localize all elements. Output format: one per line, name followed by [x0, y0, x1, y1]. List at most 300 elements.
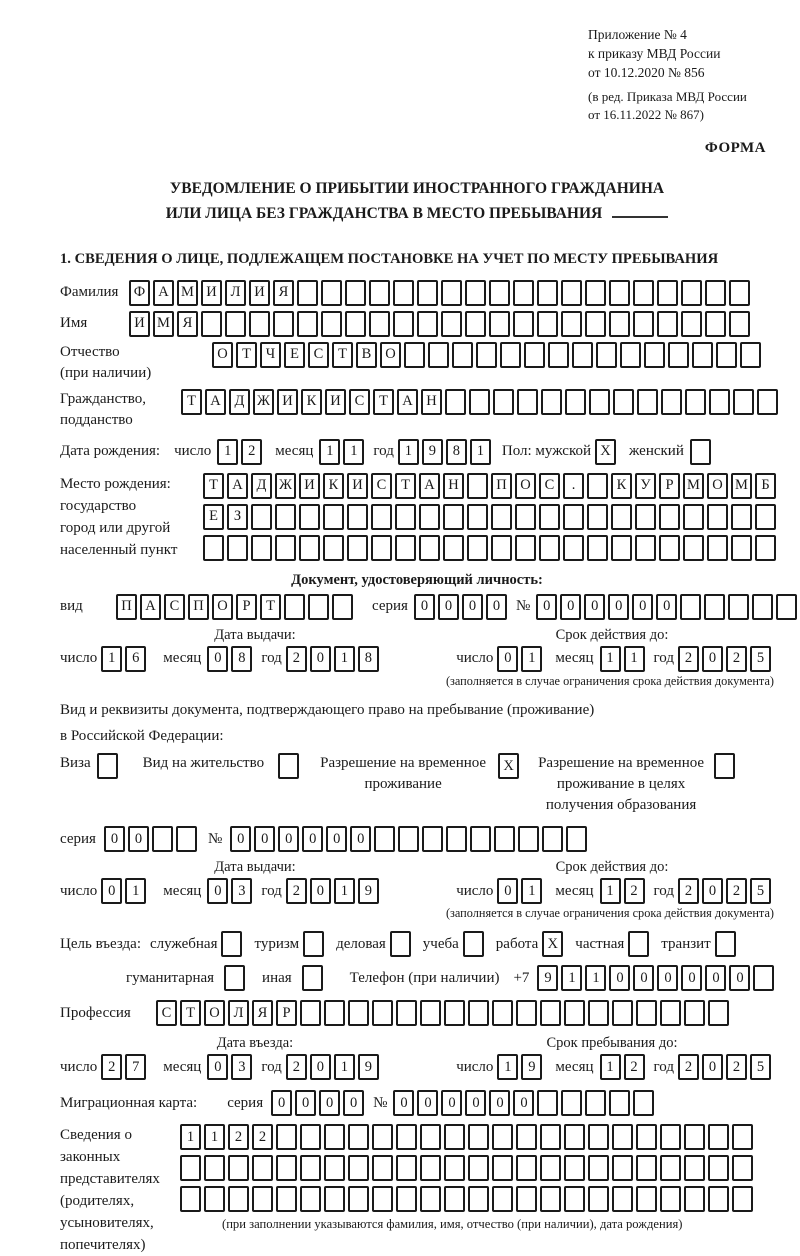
char-cell[interactable] — [493, 389, 514, 415]
char-cell[interactable] — [468, 1000, 489, 1026]
char-cell[interactable] — [661, 389, 682, 415]
char-cell[interactable]: О — [204, 1000, 225, 1026]
char-cell[interactable] — [609, 280, 630, 306]
char-cell[interactable]: X — [595, 439, 616, 465]
char-cell[interactable] — [372, 1124, 393, 1150]
char-cell[interactable] — [588, 1155, 609, 1181]
birthplace-row1-boxes[interactable] — [203, 473, 779, 499]
char-cell[interactable] — [420, 1186, 441, 1212]
char-cell[interactable]: П — [116, 594, 137, 620]
char-cell[interactable]: М — [731, 473, 752, 499]
char-cell[interactable]: 9 — [537, 965, 558, 991]
char-cell[interactable]: 3 — [231, 1054, 252, 1080]
char-cell[interactable] — [589, 389, 610, 415]
char-cell[interactable] — [228, 1186, 249, 1212]
char-cell[interactable] — [419, 504, 440, 530]
char-cell[interactable] — [308, 594, 329, 620]
char-cell[interactable]: М — [153, 311, 174, 337]
char-cell[interactable] — [516, 1186, 537, 1212]
char-cell[interactable] — [541, 389, 562, 415]
char-cell[interactable]: З — [227, 504, 248, 530]
char-cell[interactable] — [491, 535, 512, 561]
char-cell[interactable]: 0 — [702, 1054, 723, 1080]
char-cell[interactable] — [321, 280, 342, 306]
purpose-private-checkbox[interactable] — [628, 931, 652, 957]
char-cell[interactable]: 1 — [180, 1124, 201, 1150]
char-cell[interactable] — [588, 1124, 609, 1150]
char-cell[interactable]: Д — [229, 389, 250, 415]
residence-permit-checkbox[interactable] — [278, 753, 302, 779]
char-cell[interactable] — [732, 1155, 753, 1181]
page-number-blank[interactable] — [612, 202, 668, 218]
char-cell[interactable]: 0 — [497, 646, 518, 672]
char-cell[interactable] — [636, 1000, 657, 1026]
char-cell[interactable] — [731, 504, 752, 530]
char-cell[interactable] — [705, 280, 726, 306]
char-cell[interactable] — [417, 311, 438, 337]
char-cell[interactable] — [753, 965, 774, 991]
char-cell[interactable]: 9 — [422, 439, 443, 465]
char-cell[interactable]: 2 — [286, 646, 307, 672]
char-cell[interactable]: С — [156, 1000, 177, 1026]
char-cell[interactable] — [565, 389, 586, 415]
id-series-boxes[interactable] — [414, 594, 510, 620]
char-cell[interactable] — [324, 1124, 345, 1150]
char-cell[interactable] — [465, 311, 486, 337]
char-cell[interactable]: 0 — [441, 1090, 462, 1116]
char-cell[interactable] — [660, 1124, 681, 1150]
char-cell[interactable] — [393, 280, 414, 306]
char-cell[interactable] — [467, 473, 488, 499]
char-cell[interactable] — [345, 311, 366, 337]
char-cell[interactable]: П — [491, 473, 512, 499]
char-cell[interactable]: О — [380, 342, 401, 368]
char-cell[interactable] — [596, 342, 617, 368]
char-cell[interactable]: 1 — [600, 646, 621, 672]
id-issue-month[interactable] — [207, 646, 255, 672]
char-cell[interactable] — [278, 753, 299, 779]
char-cell[interactable]: Ж — [253, 389, 274, 415]
char-cell[interactable] — [369, 311, 390, 337]
char-cell[interactable] — [273, 311, 294, 337]
char-cell[interactable] — [633, 311, 654, 337]
patronymic-boxes[interactable] — [212, 342, 764, 368]
char-cell[interactable] — [443, 504, 464, 530]
char-cell[interactable]: 8 — [231, 646, 252, 672]
stay-year[interactable] — [678, 1054, 774, 1080]
char-cell[interactable]: Е — [284, 342, 305, 368]
id-expiry-day[interactable] — [497, 646, 545, 672]
char-cell[interactable] — [729, 311, 750, 337]
char-cell[interactable] — [249, 311, 270, 337]
char-cell[interactable] — [324, 1186, 345, 1212]
char-cell[interactable] — [467, 504, 488, 530]
char-cell[interactable] — [275, 504, 296, 530]
char-cell[interactable] — [390, 931, 411, 957]
char-cell[interactable] — [228, 1155, 249, 1181]
char-cell[interactable]: 2 — [286, 878, 307, 904]
char-cell[interactable]: У — [635, 473, 656, 499]
char-cell[interactable]: 0 — [497, 878, 518, 904]
char-cell[interactable] — [492, 1186, 513, 1212]
char-cell[interactable]: 2 — [726, 1054, 747, 1080]
char-cell[interactable]: 0 — [310, 1054, 331, 1080]
char-cell[interactable]: 0 — [254, 826, 275, 852]
char-cell[interactable] — [491, 504, 512, 530]
char-cell[interactable] — [468, 1124, 489, 1150]
char-cell[interactable]: 0 — [326, 826, 347, 852]
char-cell[interactable] — [757, 389, 778, 415]
char-cell[interactable]: 0 — [656, 594, 677, 620]
char-cell[interactable]: Т — [260, 594, 281, 620]
char-cell[interactable] — [345, 280, 366, 306]
char-cell[interactable]: 1 — [624, 646, 645, 672]
char-cell[interactable]: М — [177, 280, 198, 306]
char-cell[interactable] — [201, 311, 222, 337]
char-cell[interactable]: О — [212, 594, 233, 620]
char-cell[interactable]: 2 — [624, 878, 645, 904]
char-cell[interactable] — [708, 1000, 729, 1026]
char-cell[interactable] — [398, 826, 419, 852]
char-cell[interactable]: 0 — [128, 826, 149, 852]
char-cell[interactable]: Н — [421, 389, 442, 415]
char-cell[interactable] — [180, 1186, 201, 1212]
char-cell[interactable]: Р — [276, 1000, 297, 1026]
char-cell[interactable] — [417, 280, 438, 306]
char-cell[interactable] — [468, 1186, 489, 1212]
char-cell[interactable] — [660, 1155, 681, 1181]
stay-day[interactable] — [497, 1054, 545, 1080]
char-cell[interactable] — [446, 826, 467, 852]
char-cell[interactable] — [452, 342, 473, 368]
char-cell[interactable] — [540, 1124, 561, 1150]
char-cell[interactable] — [740, 342, 761, 368]
char-cell[interactable] — [515, 504, 536, 530]
char-cell[interactable]: 0 — [278, 826, 299, 852]
char-cell[interactable]: 0 — [702, 878, 723, 904]
char-cell[interactable] — [97, 753, 118, 779]
char-cell[interactable]: Я — [177, 311, 198, 337]
char-cell[interactable] — [620, 342, 641, 368]
char-cell[interactable]: 0 — [560, 594, 581, 620]
temp-permit-checkbox[interactable] — [498, 753, 522, 779]
char-cell[interactable] — [276, 1155, 297, 1181]
char-cell[interactable] — [659, 504, 680, 530]
char-cell[interactable] — [564, 1186, 585, 1212]
char-cell[interactable]: 2 — [252, 1124, 273, 1150]
char-cell[interactable]: 0 — [310, 878, 331, 904]
id-number-boxes[interactable] — [536, 594, 800, 620]
char-cell[interactable] — [611, 504, 632, 530]
char-cell[interactable] — [444, 1155, 465, 1181]
char-cell[interactable]: 9 — [521, 1054, 542, 1080]
char-cell[interactable] — [323, 535, 344, 561]
char-cell[interactable] — [221, 931, 242, 957]
char-cell[interactable]: 1 — [585, 965, 606, 991]
char-cell[interactable] — [681, 280, 702, 306]
char-cell[interactable]: 1 — [125, 878, 146, 904]
char-cell[interactable] — [563, 504, 584, 530]
phone-boxes[interactable] — [537, 965, 777, 991]
char-cell[interactable] — [444, 1124, 465, 1150]
char-cell[interactable]: Ж — [275, 473, 296, 499]
char-cell[interactable]: 0 — [584, 594, 605, 620]
char-cell[interactable] — [347, 504, 368, 530]
purpose-other-checkbox[interactable] — [302, 965, 326, 991]
purpose-tourism-checkbox[interactable] — [303, 931, 327, 957]
char-cell[interactable]: С — [349, 389, 370, 415]
surname-boxes[interactable] — [129, 280, 753, 306]
char-cell[interactable] — [443, 535, 464, 561]
char-cell[interactable] — [585, 311, 606, 337]
char-cell[interactable]: 5 — [750, 1054, 771, 1080]
char-cell[interactable] — [332, 594, 353, 620]
char-cell[interactable] — [657, 311, 678, 337]
char-cell[interactable]: X — [498, 753, 519, 779]
char-cell[interactable] — [252, 1186, 273, 1212]
char-cell[interactable]: 2 — [286, 1054, 307, 1080]
birth-day-boxes[interactable] — [217, 439, 265, 465]
char-cell[interactable] — [284, 594, 305, 620]
char-cell[interactable] — [372, 1155, 393, 1181]
birthplace-row2-boxes[interactable] — [203, 504, 779, 530]
char-cell[interactable]: 1 — [101, 646, 122, 672]
id-expiry-year[interactable] — [678, 646, 774, 672]
char-cell[interactable]: 0 — [343, 1090, 364, 1116]
char-cell[interactable] — [564, 1124, 585, 1150]
char-cell[interactable]: Я — [252, 1000, 273, 1026]
residence-issue-month[interactable] — [207, 878, 255, 904]
char-cell[interactable] — [204, 1186, 225, 1212]
char-cell[interactable] — [300, 1186, 321, 1212]
char-cell[interactable] — [251, 504, 272, 530]
char-cell[interactable]: 0 — [609, 965, 630, 991]
purpose-business-checkbox[interactable] — [390, 931, 414, 957]
char-cell[interactable] — [540, 1000, 561, 1026]
char-cell[interactable] — [494, 826, 515, 852]
char-cell[interactable] — [587, 535, 608, 561]
char-cell[interactable] — [396, 1124, 417, 1150]
char-cell[interactable]: С — [539, 473, 560, 499]
char-cell[interactable] — [709, 389, 730, 415]
entry-month[interactable] — [207, 1054, 255, 1080]
char-cell[interactable]: 0 — [271, 1090, 292, 1116]
char-cell[interactable] — [297, 311, 318, 337]
char-cell[interactable]: Т — [180, 1000, 201, 1026]
char-cell[interactable] — [612, 1155, 633, 1181]
char-cell[interactable]: 2 — [678, 646, 699, 672]
char-cell[interactable]: 1 — [398, 439, 419, 465]
char-cell[interactable]: 1 — [497, 1054, 518, 1080]
char-cell[interactable]: 0 — [417, 1090, 438, 1116]
char-cell[interactable] — [467, 535, 488, 561]
char-cell[interactable]: 0 — [705, 965, 726, 991]
char-cell[interactable]: П — [188, 594, 209, 620]
char-cell[interactable]: А — [205, 389, 226, 415]
char-cell[interactable]: К — [323, 473, 344, 499]
char-cell[interactable]: И — [277, 389, 298, 415]
char-cell[interactable] — [644, 342, 665, 368]
char-cell[interactable] — [492, 1000, 513, 1026]
char-cell[interactable]: 0 — [207, 878, 228, 904]
char-cell[interactable]: 6 — [125, 646, 146, 672]
legal-reps-row1-boxes[interactable] — [180, 1124, 756, 1150]
char-cell[interactable]: 2 — [678, 1054, 699, 1080]
char-cell[interactable] — [225, 311, 246, 337]
legal-reps-row3-boxes[interactable] — [180, 1186, 756, 1212]
char-cell[interactable]: В — [356, 342, 377, 368]
char-cell[interactable]: 2 — [228, 1124, 249, 1150]
char-cell[interactable]: С — [164, 594, 185, 620]
char-cell[interactable] — [681, 311, 702, 337]
char-cell[interactable]: 1 — [600, 1054, 621, 1080]
char-cell[interactable]: О — [515, 473, 536, 499]
char-cell[interactable] — [469, 389, 490, 415]
char-cell[interactable] — [516, 1000, 537, 1026]
char-cell[interactable]: 1 — [561, 965, 582, 991]
char-cell[interactable] — [275, 535, 296, 561]
char-cell[interactable]: 0 — [438, 594, 459, 620]
char-cell[interactable] — [396, 1000, 417, 1026]
char-cell[interactable] — [537, 311, 558, 337]
char-cell[interactable]: 0 — [207, 646, 228, 672]
char-cell[interactable] — [715, 931, 736, 957]
char-cell[interactable]: 5 — [750, 646, 771, 672]
char-cell[interactable] — [348, 1124, 369, 1150]
char-cell[interactable] — [396, 1155, 417, 1181]
char-cell[interactable] — [635, 504, 656, 530]
char-cell[interactable] — [612, 1186, 633, 1212]
profession-boxes[interactable] — [156, 1000, 732, 1026]
char-cell[interactable] — [465, 280, 486, 306]
char-cell[interactable] — [633, 1090, 654, 1116]
char-cell[interactable]: И — [201, 280, 222, 306]
char-cell[interactable] — [731, 535, 752, 561]
char-cell[interactable]: 0 — [414, 594, 435, 620]
char-cell[interactable] — [776, 594, 797, 620]
char-cell[interactable]: Ч — [260, 342, 281, 368]
char-cell[interactable]: 0 — [729, 965, 750, 991]
char-cell[interactable] — [612, 1000, 633, 1026]
char-cell[interactable]: 0 — [310, 646, 331, 672]
char-cell[interactable]: К — [301, 389, 322, 415]
char-cell[interactable] — [463, 931, 484, 957]
char-cell[interactable]: 1 — [204, 1124, 225, 1150]
birth-year-boxes[interactable] — [398, 439, 494, 465]
char-cell[interactable] — [492, 1155, 513, 1181]
purpose-transit-checkbox[interactable] — [715, 931, 739, 957]
char-cell[interactable] — [276, 1124, 297, 1150]
name-boxes[interactable] — [129, 311, 753, 337]
char-cell[interactable] — [524, 342, 545, 368]
char-cell[interactable]: 1 — [217, 439, 238, 465]
char-cell[interactable] — [476, 342, 497, 368]
char-cell[interactable] — [372, 1186, 393, 1212]
char-cell[interactable]: А — [397, 389, 418, 415]
char-cell[interactable]: О — [707, 473, 728, 499]
char-cell[interactable]: 8 — [358, 646, 379, 672]
char-cell[interactable] — [708, 1155, 729, 1181]
char-cell[interactable] — [636, 1155, 657, 1181]
char-cell[interactable] — [517, 389, 538, 415]
char-cell[interactable]: А — [153, 280, 174, 306]
char-cell[interactable]: Б — [755, 473, 776, 499]
char-cell[interactable] — [302, 965, 323, 991]
char-cell[interactable]: Т — [395, 473, 416, 499]
char-cell[interactable]: 0 — [536, 594, 557, 620]
char-cell[interactable] — [445, 389, 466, 415]
char-cell[interactable] — [324, 1155, 345, 1181]
char-cell[interactable] — [628, 931, 649, 957]
char-cell[interactable] — [299, 504, 320, 530]
char-cell[interactable]: 0 — [486, 594, 507, 620]
purpose-work-checkbox[interactable] — [542, 931, 566, 957]
char-cell[interactable]: 0 — [295, 1090, 316, 1116]
char-cell[interactable] — [613, 389, 634, 415]
char-cell[interactable]: 7 — [125, 1054, 146, 1080]
char-cell[interactable] — [516, 1124, 537, 1150]
char-cell[interactable] — [609, 1090, 630, 1116]
char-cell[interactable] — [420, 1000, 441, 1026]
char-cell[interactable] — [588, 1000, 609, 1026]
char-cell[interactable]: 1 — [600, 878, 621, 904]
char-cell[interactable]: Ф — [129, 280, 150, 306]
char-cell[interactable] — [441, 311, 462, 337]
char-cell[interactable]: А — [419, 473, 440, 499]
char-cell[interactable]: Д — [251, 473, 272, 499]
residence-number-boxes[interactable] — [230, 826, 590, 852]
char-cell[interactable]: 5 — [750, 878, 771, 904]
char-cell[interactable]: 1 — [343, 439, 364, 465]
char-cell[interactable]: Н — [443, 473, 464, 499]
char-cell[interactable] — [537, 280, 558, 306]
char-cell[interactable] — [685, 389, 706, 415]
char-cell[interactable] — [180, 1155, 201, 1181]
char-cell[interactable] — [660, 1000, 681, 1026]
residence-series-boxes[interactable] — [104, 826, 200, 852]
char-cell[interactable]: 0 — [608, 594, 629, 620]
char-cell[interactable] — [537, 1090, 558, 1116]
char-cell[interactable]: А — [227, 473, 248, 499]
char-cell[interactable] — [323, 504, 344, 530]
id-expiry-month[interactable] — [600, 646, 648, 672]
char-cell[interactable]: Т — [181, 389, 202, 415]
char-cell[interactable] — [276, 1186, 297, 1212]
char-cell[interactable] — [612, 1124, 633, 1150]
char-cell[interactable]: Л — [228, 1000, 249, 1026]
char-cell[interactable] — [684, 1155, 705, 1181]
residence-issue-day[interactable] — [101, 878, 149, 904]
char-cell[interactable] — [252, 1155, 273, 1181]
char-cell[interactable] — [659, 535, 680, 561]
char-cell[interactable] — [572, 342, 593, 368]
id-issue-day[interactable] — [101, 646, 149, 672]
char-cell[interactable]: 0 — [350, 826, 371, 852]
char-cell[interactable]: 2 — [726, 878, 747, 904]
char-cell[interactable]: 3 — [231, 878, 252, 904]
purpose-official-checkbox[interactable] — [221, 931, 245, 957]
char-cell[interactable] — [393, 311, 414, 337]
char-cell[interactable] — [692, 342, 713, 368]
stay-month[interactable] — [600, 1054, 648, 1080]
char-cell[interactable]: 0 — [465, 1090, 486, 1116]
char-cell[interactable]: С — [371, 473, 392, 499]
char-cell[interactable] — [716, 342, 737, 368]
char-cell[interactable] — [303, 931, 324, 957]
char-cell[interactable] — [371, 504, 392, 530]
char-cell[interactable]: 1 — [334, 1054, 355, 1080]
char-cell[interactable]: К — [611, 473, 632, 499]
